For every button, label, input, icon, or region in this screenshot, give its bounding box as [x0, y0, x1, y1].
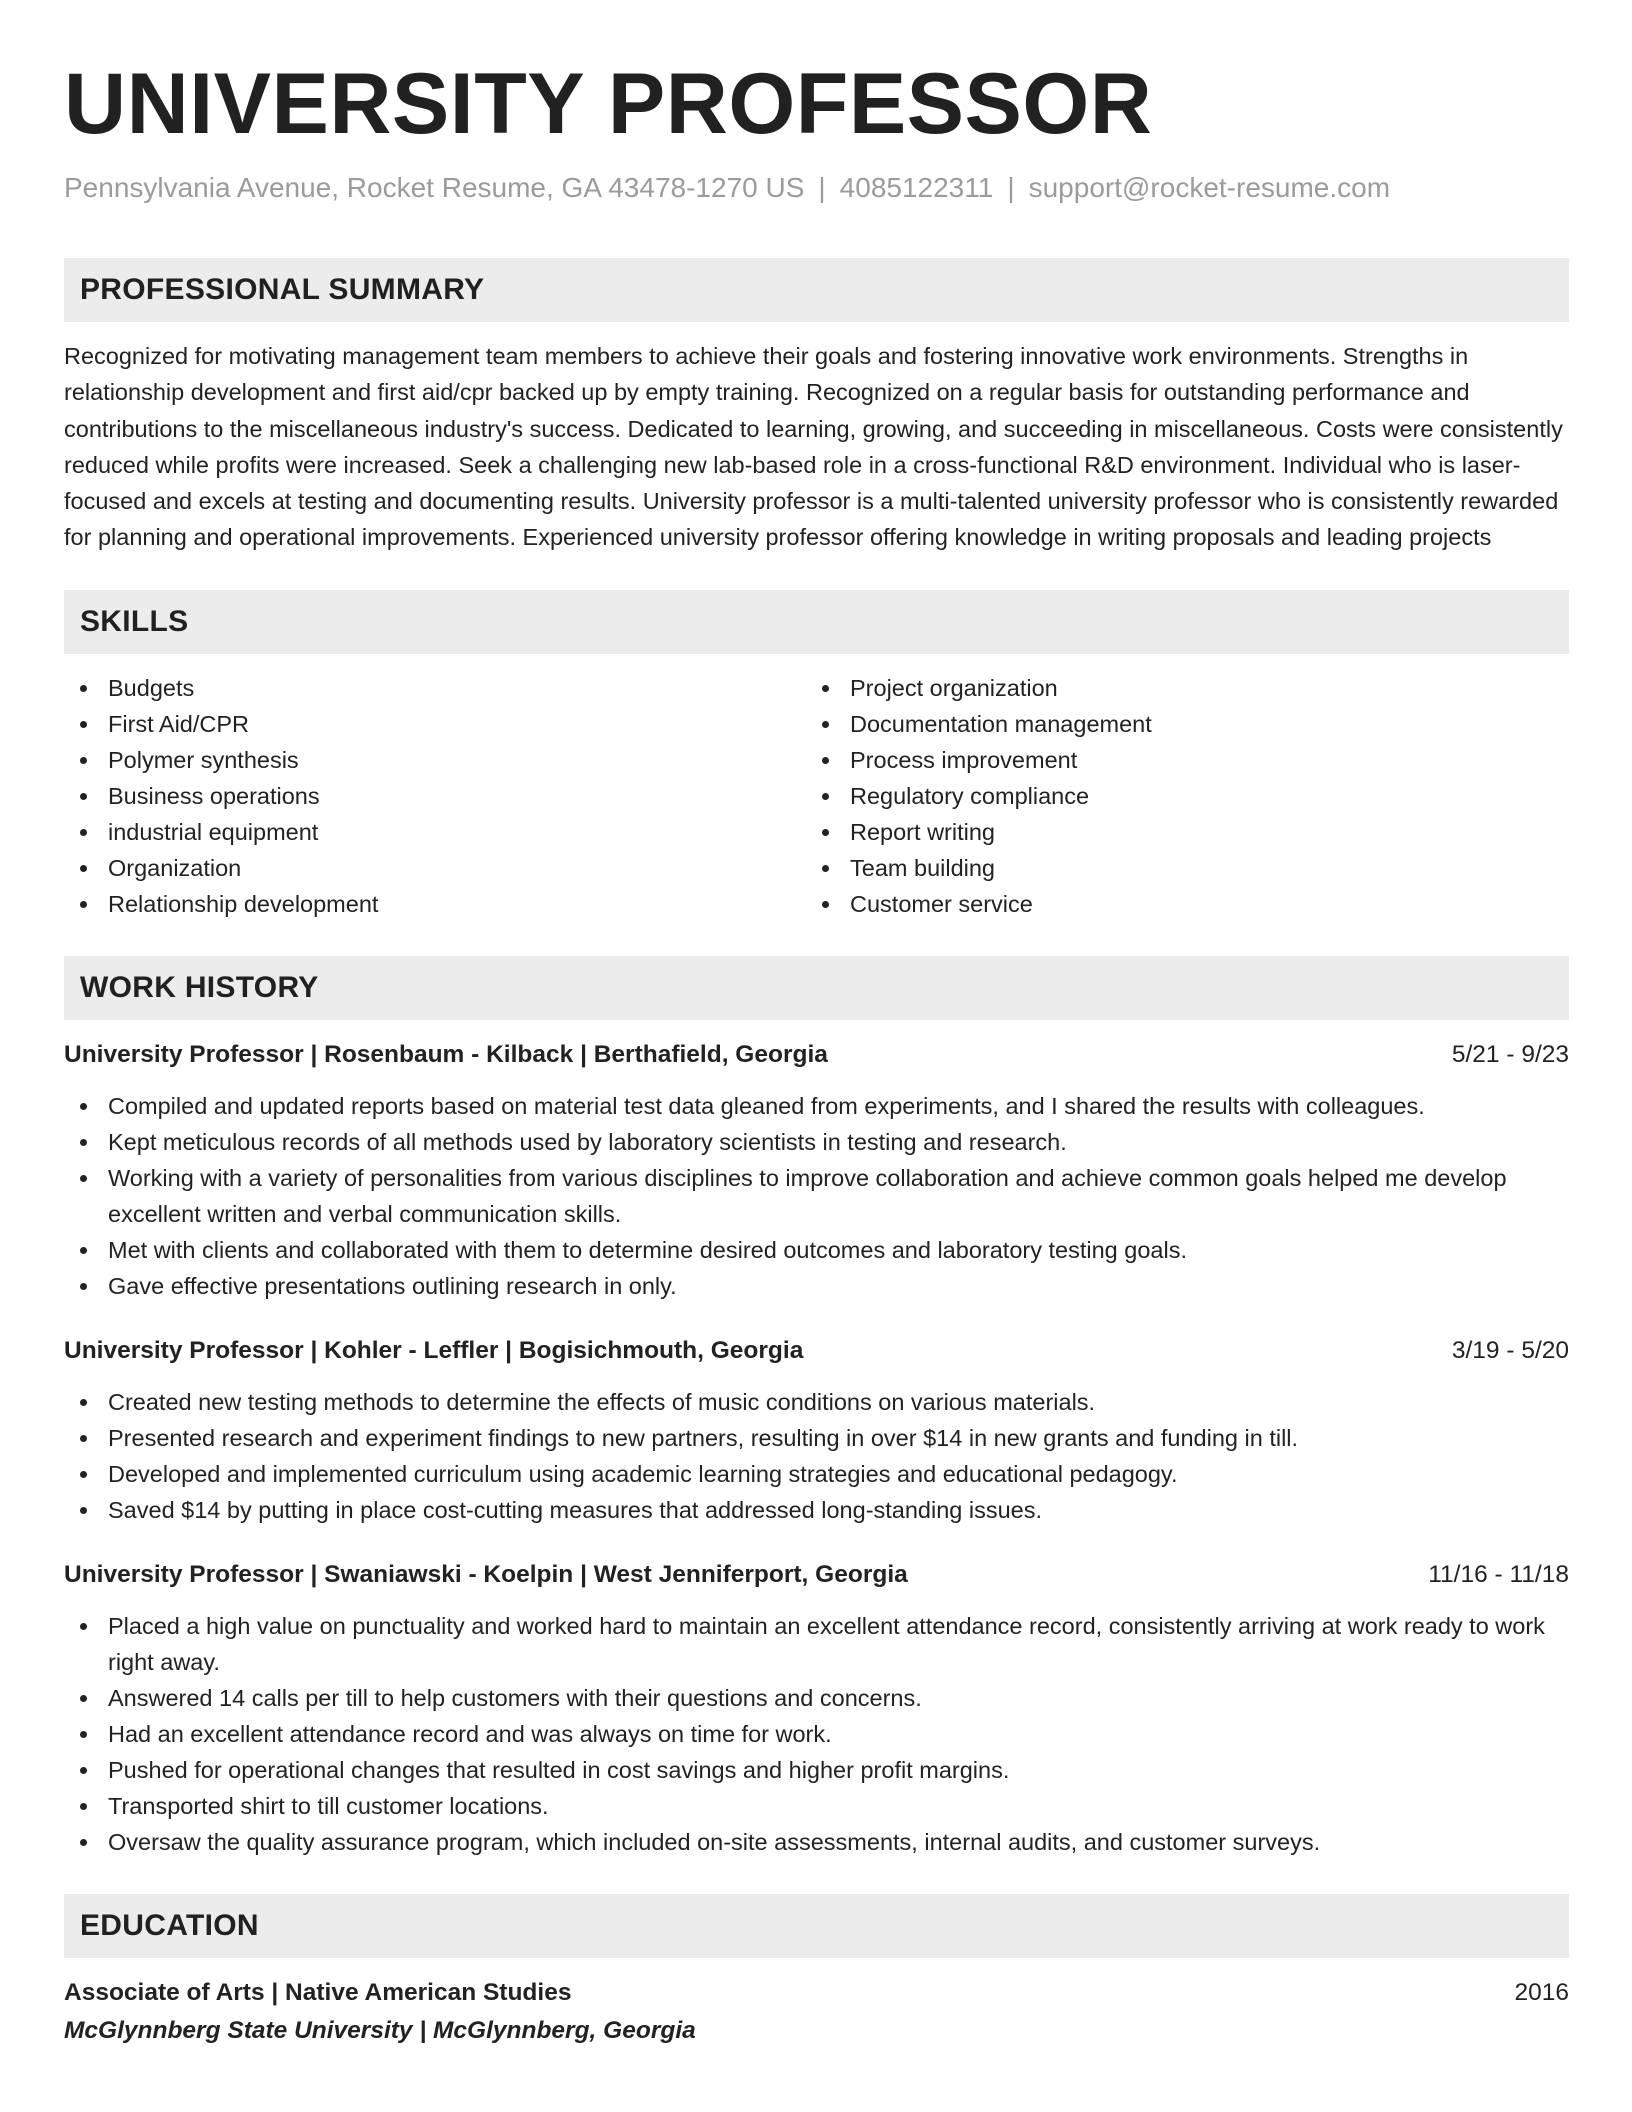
skill-item: Business operations	[64, 778, 806, 814]
job-header	[64, 1334, 1569, 1368]
section-header-education: EDUCATION	[64, 1894, 1569, 1958]
contact-separator: |	[818, 172, 826, 203]
contact-phone: 4085122311	[839, 172, 994, 203]
skill-item: Budgets	[64, 670, 806, 706]
job-bullet: Met with clients and collaborated with them to determine desired outcomes and laboratory testing goals.	[64, 1232, 1569, 1268]
job-bullet: Kept meticulous records of all methods used by laboratory scientists in testing and research.	[64, 1124, 1569, 1160]
summary-text: Recognized for motivating management team members to achieve their goals and fostering innovative work environments. Strengths in relationship development and first aid/cpr backed up by empty training. Recognized on a regular basis for outstanding performance and contributions to the miscellaneous industry's success. Dedicated to learning, growing, and succeeding in miscellaneous. Costs were consistently reduced while profits were increased. Seek a challenging new lab-based role in a cross-functional R&D environment. Individual who is laser-focused and excels at testing and documenting results. University professor is a multi-talented university professor who is consistently rewarded for planning and operational improvements. Experienced university professor offering knowledge in writing proposals and leading projects	[64, 343, 1563, 551]
education-degree: Associate of Arts | Native American Studies	[64, 1978, 572, 2006]
skill-item: Regulatory compliance	[806, 778, 1548, 814]
job-bullet: Had an excellent attendance record and was always on time for work.	[64, 1716, 1569, 1752]
job-entry	[64, 1038, 1569, 1304]
job-header	[64, 1038, 1569, 1072]
section-header-skills: SKILLS	[64, 590, 1569, 654]
job-dates: 3/19 - 5/20	[1451, 1336, 1569, 1364]
job-bullet: Working with a variety of personalities from various disciplines to improve collaboration and achieve common goals helped me develop excellent written and verbal communication skills.	[64, 1160, 1569, 1232]
contact-separator: |	[1007, 172, 1015, 203]
skills-column-right	[806, 670, 1548, 922]
skill-item: Project organization	[806, 670, 1548, 706]
job-bullet: Oversaw the quality assurance program, which included on-site assessments, internal audits, and customer surveys.	[64, 1824, 1569, 1860]
education-header	[64, 1976, 1569, 2010]
skills-column-left	[64, 670, 806, 922]
section-header-work-history: WORK HISTORY	[64, 956, 1569, 1020]
job-entry	[64, 1334, 1569, 1528]
contact-line	[64, 168, 1569, 208]
education-school: McGlynnberg State University | McGlynnberg, Georgia	[64, 2016, 696, 2044]
job-dates: 11/16 - 11/18	[1428, 1560, 1569, 1588]
job-bullet: Created new testing methods to determine the effects of music conditions on various materials.	[64, 1384, 1569, 1420]
skill-item: Relationship development	[64, 886, 806, 922]
candidate-name: UNIVERSITY PROFESSOR	[64, 56, 1153, 152]
skill-item: First Aid/CPR	[64, 706, 806, 742]
job-title: University Professor | Rosenbaum - Kilback | Berthafield, Georgia	[64, 1040, 828, 1068]
job-bullet: Presented research and experiment findings to new partners, resulting in over $14 in new grants and funding in till.	[64, 1420, 1569, 1456]
job-bullet: Pushed for operational changes that resulted in cost savings and higher profit margins.	[64, 1752, 1569, 1788]
skill-item: Report writing	[806, 814, 1548, 850]
job-bullets	[64, 1088, 1569, 1304]
skill-item: Customer service	[806, 886, 1548, 922]
job-title: University Professor | Kohler - Leffler | Bogisichmouth, Georgia	[64, 1336, 804, 1364]
job-bullets	[64, 1608, 1569, 1860]
job-bullets	[64, 1384, 1569, 1528]
skill-item: Team building	[806, 850, 1548, 886]
job-entry	[64, 1558, 1569, 1860]
job-bullet: Compiled and updated reports based on material test data gleaned from experiments, and I shared the results with colleagues.	[64, 1088, 1569, 1124]
job-bullet: Developed and implemented curriculum using academic learning strategies and educational pedagogy.	[64, 1456, 1569, 1492]
job-bullet: Saved $14 by putting in place cost-cutting measures that addressed long-standing issues.	[64, 1492, 1569, 1528]
skill-item: Organization	[64, 850, 806, 886]
job-dates: 5/21 - 9/23	[1451, 1040, 1569, 1068]
skill-item: industrial equipment	[64, 814, 806, 850]
contact-address: Pennsylvania Avenue, Rocket Resume, GA 43478-1270 US	[64, 172, 805, 203]
skills-list	[64, 670, 1569, 922]
job-bullet: Answered 14 calls per till to help customers with their questions and concerns.	[64, 1680, 1569, 1716]
skill-item: Polymer synthesis	[64, 742, 806, 778]
skill-item: Process improvement	[806, 742, 1548, 778]
skill-item: Documentation management	[806, 706, 1548, 742]
job-bullet: Transported shirt to till customer locations.	[64, 1788, 1569, 1824]
education-entry	[64, 1976, 1569, 2048]
job-bullet: Placed a high value on punctuality and worked hard to maintain an excellent attendance record, consistently arriving at work ready to work right away.	[64, 1608, 1569, 1680]
contact-email: support@rocket-resume.com	[1028, 172, 1391, 203]
section-header-summary: PROFESSIONAL SUMMARY	[64, 258, 1569, 322]
education-year: 2016	[1514, 1978, 1569, 2006]
job-bullet: Gave effective presentations outlining research in only.	[64, 1268, 1569, 1304]
job-header	[64, 1558, 1569, 1592]
job-title: University Professor | Swaniawski - Koelpin | West Jenniferport, Georgia	[64, 1560, 908, 1588]
